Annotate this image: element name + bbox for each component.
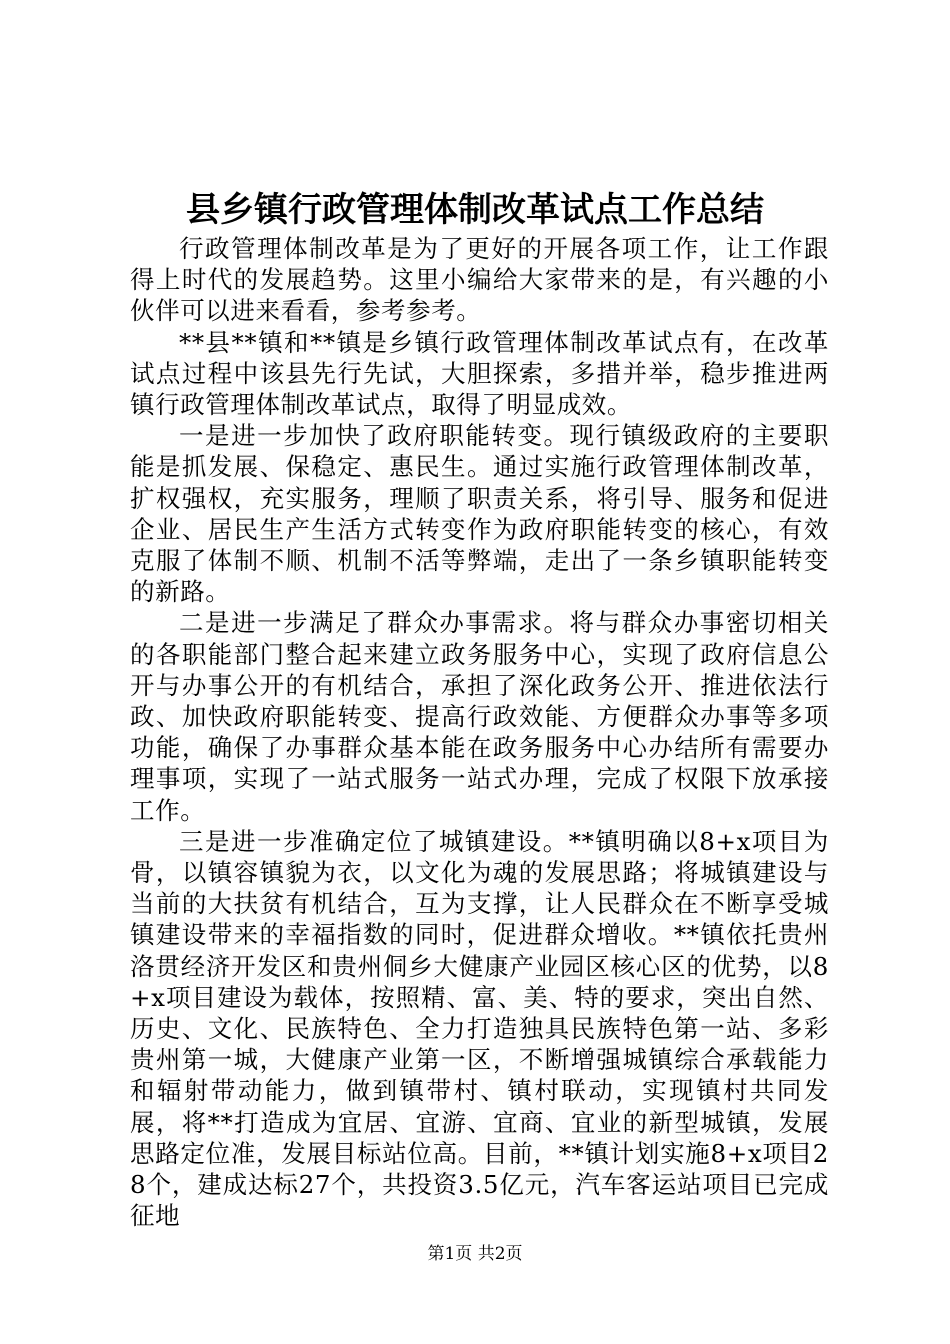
paragraph-point-one: 一是进一步加快了政府职能转变。现行镇级政府的主要职能是抓发展、保稳定、惠民生。通过实施行政管理体制改革，扩权强权，充实服务，理顺了职责关系，将引导、服务和促进企业、居民生产生活方式转变作为政府职能转变的核心，有效克服了体制不顺、机制不活等弊端，走出了一条乡镇职能转变的新路。 [130, 421, 829, 607]
document-title: 县乡镇行政管理体制改革试点工作总结 [186, 190, 764, 230]
document-body [130, 233, 829, 1232]
paragraph-point-two: 二是进一步满足了群众办事需求。将与群众办事密切相关的各职能部门整合起来建立政务服务中心，实现了政府信息公开与办事公开的有机结合，承担了深化政务公开、推进依法行政、加快政府职能转变、提高行政效能、方便群众办事等多项功能，确保了办事群众基本能在政务服务中心办结所有需要办理事项，实现了一站式服务一站式办理，完成了权限下放承接工作。 [130, 608, 829, 825]
paragraph-intro: 行政管理体制改革是为了更好的开展各项工作，让工作跟得上时代的发展趋势。这里小编给大家带来的是，有兴趣的小伙伴可以进来看看，参考参考。 [130, 234, 829, 326]
paragraph-overview: **县**镇和**镇是乡镇行政管理体制改革试点有，在改革试点过程中该县先行先试，大胆探索，多措并举，稳步推进两镇行政管理体制改革试点，取得了明显成效。 [130, 327, 829, 420]
paragraph-point-three: 三是进一步准确定位了城镇建设。**镇明确以8+x项目为骨，以镇容镇貌为衣，以文化为魂的发展思路；将城镇建设与当前的大扶贫有机结合，互为支撑，让人民群众在不断享受城镇建设带来的幸福指数的同时，促进群众增收。**镇依托贵州洛贯经济开发区和贵州侗乡大健康产业园区核心区的优势，以8+x项目建设为载体，按照精、富、美、特的要求，突出自然、历史、文化、民族特色、全力打造独具民族特色第一站、多彩贵州第一城，大健康产业第一区，不断增强城镇综合承载能力和辐射带动能力，做到镇带村、镇村联动，实现镇村共同发展，将**打造成为宜居、宜游、宜商、宜业的新型城镇，发展思路定位准，发展目标站位高。目前，**镇计划实施8+x项目28个，建成达标27个，共投资3.5亿元，汽车客运站项目已完成征地 [130, 826, 829, 1231]
page-number-footer: 第1页 共2页 [427, 1244, 523, 1264]
